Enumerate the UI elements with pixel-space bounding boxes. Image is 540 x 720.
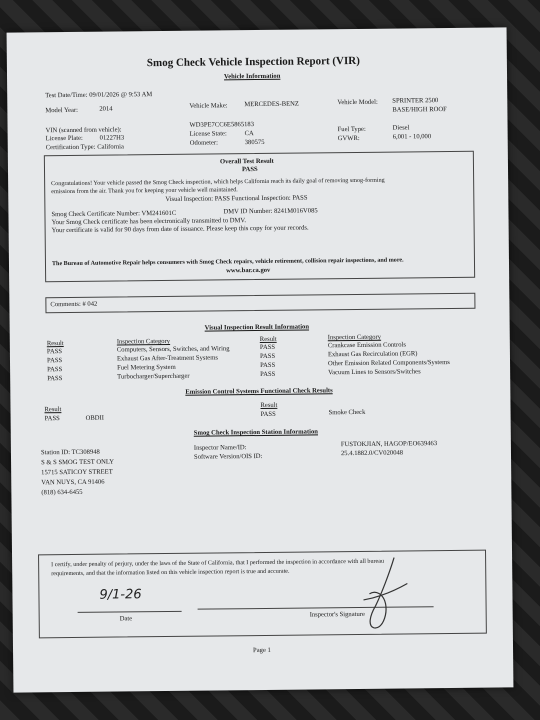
functional-col-result-left: Result [44, 406, 62, 414]
certification-type: Certification Type: California [45, 143, 124, 152]
model-year-label: Model Year: [45, 106, 79, 115]
visual-left-result: PASS [47, 375, 63, 383]
vehicle-model-line1: SPRINTER 2500 [392, 97, 439, 105]
plate-label: License Plate: [45, 134, 83, 143]
bureau-notice: The Bureau of Automotive Repair helps consumers with Smog Check repairs, vehicle retirement, collision repair inspections, and more. [51, 257, 404, 268]
congrats-line2: emissions from the air. Thank you for keeping your vehicle well maintained. [51, 187, 238, 196]
transmitted-notice: Your Smog Check certificate has been electronically transmitted to DMV. [51, 217, 246, 227]
station-street: 15715 SATICOY STREET [41, 468, 113, 477]
visual-col-category-left: Inspection Category [116, 337, 171, 346]
inspector-value: FUSTOKJIAN, HAGOP/EO639463 [340, 440, 438, 449]
fuel-type-label: Fuel Type: [337, 125, 366, 134]
vehicle-make-label: Vehicle Make: [189, 102, 228, 110]
certification-box [38, 550, 487, 639]
certify-line1: I certify, under penalty of perjury, under the laws of the State of California, that I performed the inspection in accordance with all bureau [51, 558, 385, 569]
gvwr-label: GVWR: [337, 134, 360, 143]
inspector-label: Inspector Name/ID: [193, 444, 247, 452]
fuel-type-value: Diesel [392, 124, 410, 132]
validity-notice: Your certificate is valid for 90 days from date of issuance. Please keep this copy for your records. [51, 224, 309, 235]
inspector-signature [349, 553, 420, 634]
dmv-id-number: DMV ID Number: 8241M016V085 [223, 207, 318, 216]
vir-report-page [7, 27, 514, 692]
visual-right-result: PASS [260, 361, 276, 369]
date-line [78, 611, 182, 613]
odometer-value: 380575 [244, 138, 265, 147]
visual-right-category: Vacuum Lines to Sensors/Switches [328, 368, 421, 377]
functional-left-name: OBDII [85, 414, 104, 422]
functional-col-result-right: Result [260, 401, 278, 409]
visual-inspection-heading: Visual Inspection Result Information [204, 323, 310, 332]
license-state-label: License State: [189, 130, 227, 138]
page-number: Page 1 [253, 646, 271, 655]
report-title: Smog Check Vehicle Inspection Report (VIR) [146, 54, 360, 70]
test-datetime: Test Date/Time: 09/01/2026 @ 9:53 AM [45, 91, 153, 100]
certify-line2: requirements, and that the information listed on this vehicle inspection report is true and accurate. [51, 568, 290, 578]
visual-left-result: PASS [46, 348, 63, 356]
license-state-value: CA [244, 130, 254, 138]
vin-label: VIN (scanned from vehicle): [45, 126, 122, 135]
vehicle-info-heading: Vehicle Information [223, 72, 281, 81]
software-value: 25.4.1882.0/CV020048 [340, 449, 404, 458]
overall-result: PASS [241, 166, 258, 174]
visual-left-category: Computers, Sensors, Switches, and Wiring [116, 345, 230, 354]
visual-right-result: PASS [259, 343, 276, 352]
visual-left-result: PASS [47, 366, 63, 374]
signature-label: Inspector's Signature [309, 610, 365, 619]
functional-heading: Emission Control Systems Functional Check Results [185, 387, 333, 396]
overall-heading: Overall Test Result [219, 157, 274, 166]
functional-right-result: PASS [260, 410, 276, 418]
model-year-value: 2014 [99, 105, 113, 113]
visual-left-category: Fuel Metering System [117, 363, 176, 372]
plate-value: 01227H3 [99, 134, 125, 142]
functional-left-result: PASS [44, 415, 60, 423]
visual-col-result-left: Result [46, 340, 64, 348]
station-phone: (818) 634-6455 [41, 488, 83, 497]
visual-functional-result: Visual Inspection: PASS Functional Inspection: PASS [165, 194, 308, 203]
date-label: Date [119, 615, 133, 623]
visual-right-result: PASS [259, 352, 276, 360]
visual-right-category: Other Emission Related Components/Systems [328, 359, 450, 368]
station-city: VAN NUYS, CA 91406 [41, 478, 105, 487]
odometer-label: Odometer: [189, 139, 218, 147]
visual-right-category: Crankcase Emission Controls [327, 341, 406, 350]
software-label: Software Version/OIS ID: [193, 452, 263, 461]
vehicle-model-line2: BASE/HIGH ROOF [392, 106, 447, 114]
comments-box [45, 293, 475, 314]
gvwr-value: 6,001 - 10,000 [392, 133, 432, 141]
vehicle-make-value: MERCEDES-BENZ [244, 100, 299, 109]
vin-value: WD3PE7CC6E5865183 [189, 121, 255, 129]
visual-col-category-right: Inspection Category [327, 333, 382, 342]
visual-left-result: PASS [46, 357, 63, 365]
functional-right-name: Smoke Check [328, 408, 366, 417]
overall-result-box [44, 151, 475, 282]
bureau-url: www.bar.ca.gov [226, 266, 271, 275]
visual-right-category: Exhaust Gas Recirculation (EGR) [327, 350, 418, 359]
visual-col-result-right: Result [259, 335, 277, 344]
certificate-number: Smog Check Certificate Number: VM241601C [51, 209, 177, 219]
visual-left-category: Exhaust Gas After-Treatment Systems [116, 354, 218, 363]
comments-text: Comments: # 042 [50, 300, 98, 309]
station-heading: Smog Check Inspection Station Information [193, 428, 318, 437]
vehicle-model-label: Vehicle Model: [337, 98, 378, 107]
station-name: S & S SMOG TEST ONLY [41, 458, 115, 467]
congrats-line1: Congratulations! Your vehicle passed the Smog Check inspection, which helps California reach its daily goal of removing smog-forming [51, 177, 385, 188]
station-id: Station ID: TC308948 [40, 448, 100, 457]
visual-left-category: Turbocharger/Supercharger [117, 372, 190, 381]
visual-right-result: PASS [260, 370, 276, 378]
handwritten-date: 9/1-26 [99, 587, 142, 603]
